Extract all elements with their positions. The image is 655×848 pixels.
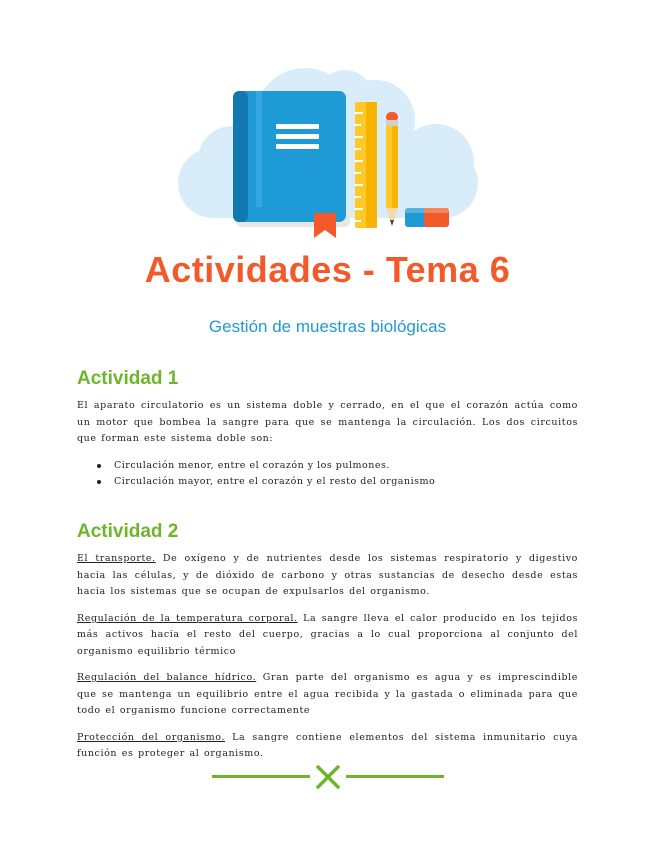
- paragraph: [77, 670, 578, 720]
- divider-line-right: [346, 775, 444, 778]
- divider-line-left: [212, 775, 310, 778]
- paragraph-text: Gran parte del organismo es agua y es imprescindible que se mantenga un equilibrio entre el agua recibida y la gastada o eliminada para que todo el organismo funcione correctamente: [77, 672, 578, 716]
- section-actividad-1: [77, 366, 578, 491]
- paragraph: El aparato circulatorio es un sistema doble y cerrado, en el que el corazón actúa como un motor que bombea la sangre para que se mantenga la circulación. Los dos circuitos que forman este sistema doble son:: [77, 400, 578, 444]
- document-subtitle: Gestión de muestras biológicas: [208, 317, 447, 336]
- bullet-icon: [97, 480, 101, 484]
- paragraph-lead: Regulación del balance hídrico.: [77, 672, 257, 683]
- paragraph-text: La sangre lleva el calor producido en los tejidos más activos hacia el resto del cuerpo, gracias a lo cual proporciona al conjunto del organismo equilibrio térmico: [77, 612, 578, 657]
- header-illustration: [0, 0, 655, 245]
- section-heading: Actividad 2: [77, 521, 179, 542]
- eraser-icon: [405, 208, 449, 227]
- paragraph-lead: Protección del organismo.: [77, 731, 226, 743]
- section-heading: Actividad 1: [77, 368, 179, 389]
- paragraph-lead: El transporte.: [77, 553, 156, 564]
- bullet-list: [77, 458, 578, 491]
- section-actividad-2: [77, 519, 578, 763]
- pencil-icon: [386, 112, 398, 226]
- paragraph-lead: Regulación de la temperatura corporal.: [77, 612, 298, 624]
- paragraph: [77, 611, 578, 661]
- paragraph: [77, 730, 578, 763]
- list-item: [77, 474, 578, 491]
- section-divider: [212, 764, 444, 790]
- bookmark-icon: [314, 213, 336, 238]
- list-item: [77, 458, 578, 475]
- book-icon: [233, 91, 350, 227]
- bullet-icon: [97, 464, 101, 468]
- list-item-text: Circulación menor, entre el corazón y los pulmones.: [114, 459, 390, 471]
- list-item-text: Circulación mayor, entre el corazón y el resto del organismo: [114, 476, 436, 487]
- paragraph-text: De oxígeno y de nutrientes desde los sistemas respiratorio y digestivo hacia las células, y de dióxido de carbono y otras sustancias de desecho desde estas hacia los sistemas que se ocupan de expulsarlos del organismo.: [77, 553, 578, 597]
- paragraph-text: La sangre contiene elementos del sistema inmunitario cuya función es proteger al organismo.: [77, 731, 578, 759]
- ruler-icon: [355, 102, 377, 228]
- cross-icon: [318, 767, 338, 787]
- paragraph: [77, 551, 578, 601]
- document-title: Actividades - Tema 6: [144, 249, 511, 290]
